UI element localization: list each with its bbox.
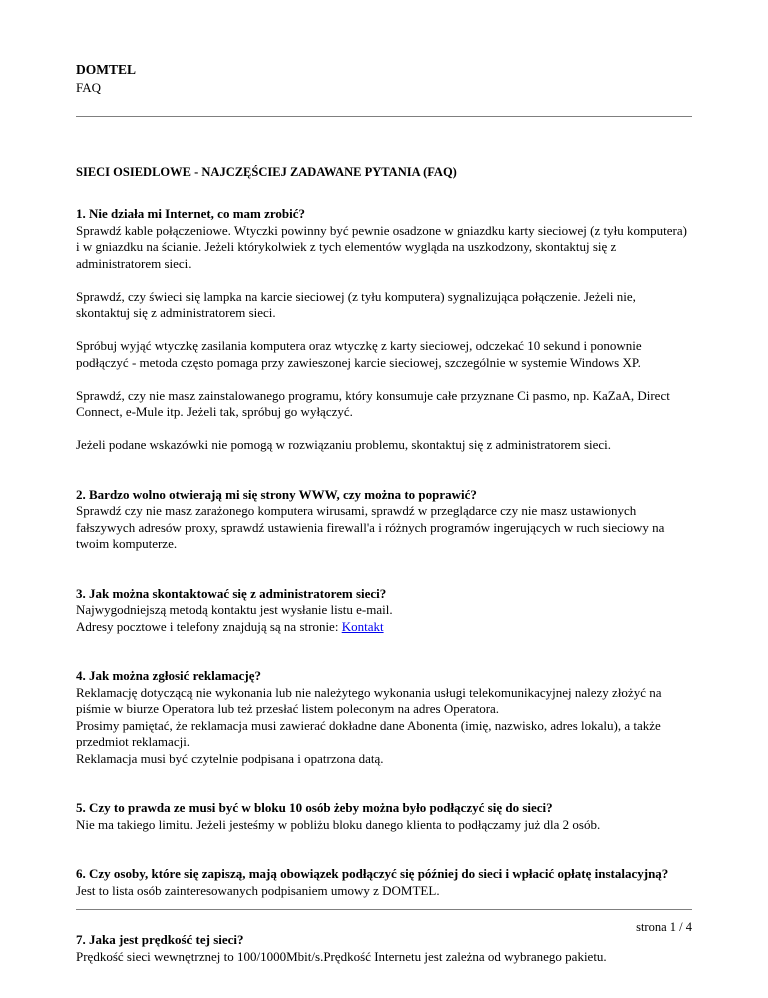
faq-question: 3. Jak można skontaktować się z administratorem sieci? (76, 585, 387, 601)
faq-answer-paragraph: Jeżeli podane wskazówki nie pomogą w rozwiązaniu problemu, skontaktuj się z administratorem sieci. (76, 437, 612, 452)
contact-link-prefix: Adresy pocztowe i telefony znajdują są na stronie: (76, 618, 342, 634)
faq-answer-line: Prędkość sieci wewnętrznej to 100/1000Mbit/s.Prędkość Internetu jest zależna od wybranego pakietu. (76, 948, 607, 964)
faq-answer-paragraph: Sprawdź czy nie masz zarażonego komputera wirusami, sprawdź w przeglądarce czy nie masz ustawionych fałszywych adresów proxy, sprawdź ustawienia firewall'a i różnych programów ingerujących w ruch sieciowy na twoim komputerze. (76, 503, 665, 551)
document-title: SIECI OSIEDLOWE - NAJCZĘŚCIEJ ZADAWANE PYTANIA (FAQ) (76, 165, 457, 179)
faq-question: 6. Czy osoby, które się zapiszą, mają obowiązek podłączyć się później do sieci i wpłacić opłatę instalacyjną? (76, 866, 669, 881)
faq-item-1 (76, 206, 692, 454)
document-page (76, 0, 692, 994)
faq-answer-paragraph: Sprawdź kable połączeniowe. Wtyczki powinny być pewnie osadzone w gniazdku karty sieciowej (z tyłu komputera) i w gniazdku na ścianie. Jeżeli którykolwiek z tych elementów wygląda na uszkodzony, skontaktuj się z administratorem sieci. (76, 222, 687, 271)
faq-answer-line: Jest to lista osób zainteresowanych podpisaniem umowy z DOMTEL. (76, 882, 440, 898)
faq-question: 1. Nie działa mi Internet, co mam zrobić? (76, 206, 306, 221)
faq-item-7 (76, 932, 692, 965)
faq-answer-line: Prosimy pamiętać, że reklamacja musi zawierać dokładne dane Abonenta (imię, nazwisko, adres lokalu), a także przedmiot reklamacji. (76, 717, 661, 749)
faq-answer-line: Reklamacja musi być czytelnie podpisana i opatrzona datą. (76, 750, 384, 766)
header-divider (76, 116, 692, 117)
faq-list (76, 206, 692, 998)
faq-answer-paragraph: Sprawdź, czy świeci się lampka na karcie sieciowej (z tyłu komputera) sygnalizująca połączenie. Jeżeli nie, skontaktuj się z administratorem sieci. (76, 288, 636, 320)
faq-question: 7. Jaka jest prędkość tej sieci? (76, 932, 244, 947)
faq-item-6 (76, 866, 692, 899)
company-name: DOMTEL (76, 62, 137, 77)
faq-answer-line: Najwygodniejszą metodą kontaktu jest wysłanie listu e-mail. (76, 602, 393, 617)
page-number: strona 1 / 4 (636, 920, 692, 934)
faq-question: 2. Bardzo wolno otwierają mi się strony WWW, czy można to poprawić? (76, 486, 477, 502)
header-subtitle: FAQ (76, 80, 102, 95)
faq-answer-line (76, 619, 692, 636)
faq-item-3 (76, 586, 692, 636)
faq-item-4 (76, 668, 692, 767)
faq-answer-paragraph: Spróbuj wyjąć wtyczkę zasilania komputera oraz wtyczkę z karty sieciowej, odczekać 10 sekund i ponownie podłączyć - metoda często pomaga przy zawieszonej karcie sieciowej, szczególnie w systemie Windows XP. (76, 338, 642, 370)
faq-item-5 (76, 800, 692, 833)
contact-link[interactable]: Kontakt (341, 618, 384, 634)
footer-divider (76, 909, 692, 910)
faq-answer-line: Reklamację dotyczącą nie wykonania lub nie należytego wykonania usługi telekomunikacyjnej nalezy złożyć na piśmie w biurze Operatora lub też przesłać listem poleconym na adres Operatora. (76, 684, 662, 716)
faq-question: 4. Jak można zgłosić reklamację? (76, 668, 261, 683)
faq-item-2 (76, 487, 692, 553)
faq-question: 5. Czy to prawda ze musi być w bloku 10 osób żeby można było podłączyć się do sieci? (76, 800, 553, 815)
faq-answer-paragraph: Sprawdź, czy nie masz zainstalowanego programu, który konsumuje całe przyznane Ci pasmo, np. KaZaA, Direct Connect, e-Mule itp. Jeżeli tak, spróbuj go wyłączyć. (76, 387, 670, 419)
faq-answer-line: Nie ma takiego limitu. Jeżeli jesteśmy w pobliżu bloku danego klienta to podłączamy już dla 2 osób. (76, 816, 601, 832)
